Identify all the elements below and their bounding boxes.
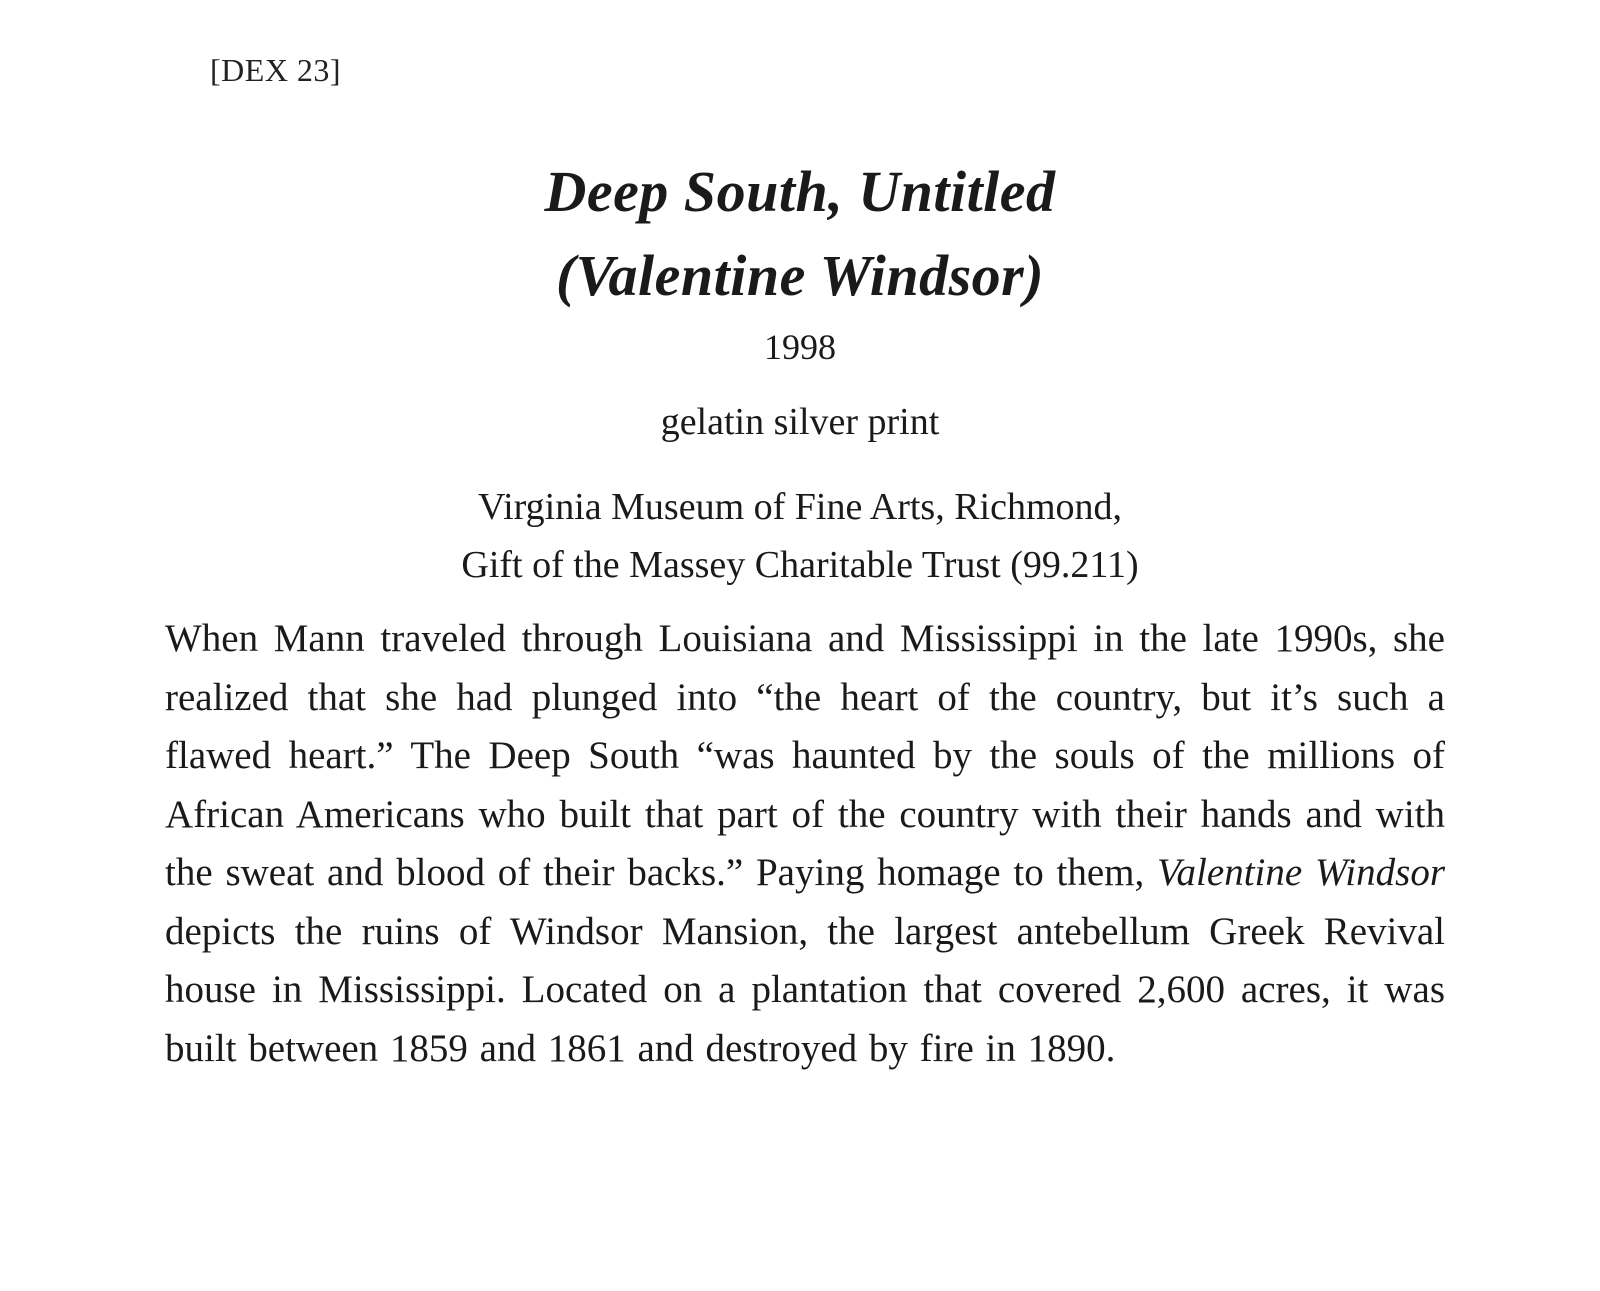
title-line-2: (Valentine Windsor) [555,243,1045,308]
credit-line [300,478,1300,594]
artwork-medium: gelatin silver print [660,401,940,443]
credit-line-1: Virginia Museum of Fine Arts, Richmond, [477,486,1123,528]
description-italic-title: Valentine Windsor [1157,851,1445,894]
title-line-1: Deep South, Untitled [544,159,1056,224]
description-text-part-1: When Mann traveled through Louisiana and Mississippi in the late 1990s, she realized that she had plunged into “the heart of the country, but it’s such a flawed heart.” The Deep South “was haunted by the souls of the millions of African Americans who built that part of the country with their hands and with the sweat and blood of their backs.” Paying homage to them, [165,617,1445,894]
artwork-title [300,150,1300,318]
description-text-part-2: depicts the ruins of Windsor Mansion, the largest antebellum Greek Revival house in Mississippi. Located on a plantation that covered 2,600 acres, it was built between 1859 and 1861 and destroyed by fire in 1890. [165,909,1445,1070]
credit-line-2: Gift of the Massey Charitable Trust (99.211) [461,544,1139,586]
description-paragraph [165,610,1445,1078]
artwork-year: 1998 [764,327,836,367]
artwork-header [300,150,1300,594]
page-reference: [DEX 23] [210,52,342,88]
